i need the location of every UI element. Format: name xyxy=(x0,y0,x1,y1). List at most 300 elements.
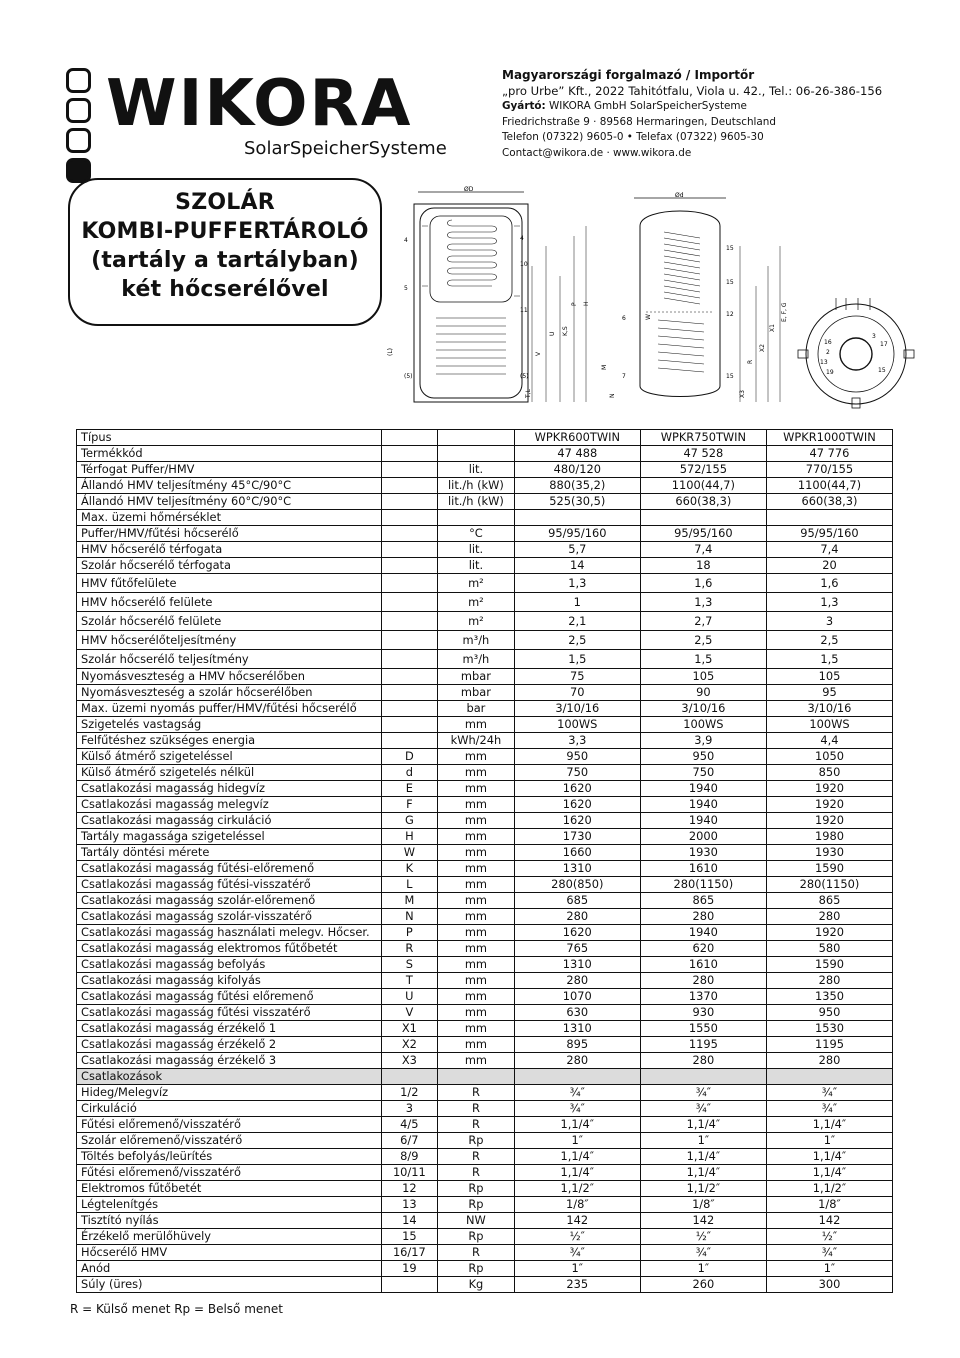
row-code xyxy=(381,1277,437,1293)
row-unit: mm xyxy=(438,973,515,989)
row-unit: lit./h (kW) xyxy=(438,494,515,510)
value-1000: 1920 xyxy=(766,797,892,813)
row-code: M xyxy=(381,893,437,909)
table-row xyxy=(77,1133,893,1149)
value-600: 1660 xyxy=(514,845,640,861)
value-600 xyxy=(514,510,640,526)
row-code: E xyxy=(381,781,437,797)
dim-r-label: R xyxy=(747,359,754,364)
table-row xyxy=(77,877,893,893)
row-code: d xyxy=(381,765,437,781)
table-row xyxy=(77,1117,893,1133)
tank-section-drawing xyxy=(386,186,596,412)
row-code xyxy=(381,542,437,558)
table-row xyxy=(77,446,893,462)
row-code: 13 xyxy=(381,1197,437,1213)
value-1000: 20 xyxy=(766,558,892,574)
value-750: 1930 xyxy=(640,845,766,861)
value-600: 3/10/16 xyxy=(514,701,640,717)
table-row xyxy=(77,1005,893,1021)
value-600: ¾″ xyxy=(514,1245,640,1261)
row-unit: Kg xyxy=(438,1277,515,1293)
title-line-2: KOMBI-PUFFERTÁROLÓ xyxy=(81,219,369,244)
value-750: 1195 xyxy=(640,1037,766,1053)
table-row xyxy=(77,765,893,781)
table-row xyxy=(77,574,893,593)
value-750: 1,1/4″ xyxy=(640,1149,766,1165)
value-1000: 1920 xyxy=(766,781,892,797)
row-label: Csatlakozási magasság hidegvíz xyxy=(77,781,382,797)
dim-ks-label: K,S xyxy=(562,326,569,336)
row-unit: mm xyxy=(438,1021,515,1037)
value-1000: 1195 xyxy=(766,1037,892,1053)
value-600: 100WS xyxy=(514,717,640,733)
row-label: Töltés befolyás/leürítés xyxy=(77,1149,382,1165)
manufacturer-phone: Telefon (07322) 9605-0 • Telefax (07322) 9605-30 xyxy=(502,131,764,143)
value-600: 880(35,2) xyxy=(514,478,640,494)
value-600: 1,1/4″ xyxy=(514,1149,640,1165)
value-750: 1940 xyxy=(640,925,766,941)
value-750: ½″ xyxy=(640,1229,766,1245)
row-code xyxy=(381,669,437,685)
row-code xyxy=(381,612,437,631)
table-row xyxy=(77,685,893,701)
table-row xyxy=(77,989,893,1005)
conn-4-left-label: 4 xyxy=(404,237,408,244)
row-code xyxy=(381,733,437,749)
row-unit: lit. xyxy=(438,462,515,478)
value-600: 1,3 xyxy=(514,574,640,593)
table-row xyxy=(77,494,893,510)
dim-outer-diameter-label: ØD xyxy=(464,186,474,193)
manufacturer-line xyxy=(502,99,922,115)
table-row xyxy=(77,749,893,765)
row-label: HMV fűtőfelülete xyxy=(77,574,382,593)
row-label: Csatlakozási magasság cirkuláció xyxy=(77,813,382,829)
value-600: 525(30,5) xyxy=(514,494,640,510)
row-unit: R xyxy=(438,1085,515,1101)
value-600: 1620 xyxy=(514,781,640,797)
value-1000: 1″ xyxy=(766,1133,892,1149)
value-1000: 1100(44,7) xyxy=(766,478,892,494)
row-unit: mm xyxy=(438,861,515,877)
dim-efg-label: E, F, G xyxy=(781,302,788,322)
value-600: 750 xyxy=(514,765,640,781)
table-row xyxy=(77,893,893,909)
table-row xyxy=(77,558,893,574)
table-row xyxy=(77,1037,893,1053)
value-1000: 1,1/4″ xyxy=(766,1117,892,1133)
row-code xyxy=(381,510,437,526)
top-2-label: 2 xyxy=(826,349,830,356)
value-1000: 1050 xyxy=(766,749,892,765)
value-750: 1″ xyxy=(640,1133,766,1149)
table-row xyxy=(77,542,893,558)
row-code: D xyxy=(381,749,437,765)
conn-15a-label: 15 xyxy=(726,245,734,252)
value-1000: 100WS xyxy=(766,717,892,733)
value-750: 18 xyxy=(640,558,766,574)
header-type: Típus xyxy=(77,430,382,446)
row-unit: bar xyxy=(438,701,515,717)
value-600: 1,1/2″ xyxy=(514,1181,640,1197)
conn-5-bracket-right-label: (5) xyxy=(520,373,529,380)
table-row xyxy=(77,909,893,925)
row-label: Tisztító nyílás xyxy=(77,1213,382,1229)
row-unit: mbar xyxy=(438,669,515,685)
value-600: 1310 xyxy=(514,1021,640,1037)
table-row xyxy=(77,1101,893,1117)
row-label: Csatlakozási magasság fűtési előremenő xyxy=(77,989,382,1005)
value-600: 950 xyxy=(514,749,640,765)
value-1000: 1,1/4″ xyxy=(766,1165,892,1181)
row-code: T xyxy=(381,973,437,989)
conn-10-label: 10 xyxy=(520,261,528,268)
value-750: 280 xyxy=(640,909,766,925)
row-unit: R xyxy=(438,1245,515,1261)
row-label: Termékkód xyxy=(77,446,382,462)
table-row xyxy=(77,1277,893,1293)
row-unit: R xyxy=(438,1101,515,1117)
row-unit: mm xyxy=(438,829,515,845)
value-600: 2,5 xyxy=(514,631,640,650)
row-code xyxy=(381,574,437,593)
value-750: 950 xyxy=(640,749,766,765)
dim-w-label: W xyxy=(645,314,652,320)
row-unit: mm xyxy=(438,1005,515,1021)
row-label: Fűtési előremenő/visszatérő xyxy=(77,1117,382,1133)
value-1000: 1,5 xyxy=(766,650,892,669)
top-17-label: 17 xyxy=(880,341,888,348)
table-row xyxy=(77,510,893,526)
row-label: Csatlakozási magasság szolár-visszatérő xyxy=(77,909,382,925)
row-code: R xyxy=(381,941,437,957)
value-750: 1,5 xyxy=(640,650,766,669)
table-row xyxy=(77,1069,893,1085)
value-1000: 142 xyxy=(766,1213,892,1229)
value-750: 1940 xyxy=(640,813,766,829)
logo-wordmark: WIKORA xyxy=(106,67,413,141)
row-code xyxy=(381,650,437,669)
row-code: H xyxy=(381,829,437,845)
header-unit xyxy=(438,430,515,446)
row-label: Nyomásveszteség a HMV hőcserélőben xyxy=(77,669,382,685)
row-code: 3 xyxy=(381,1101,437,1117)
conn-6-label: 6 xyxy=(622,315,626,322)
value-750: 660(38,3) xyxy=(640,494,766,510)
conn-5-left-label: 5 xyxy=(404,285,408,292)
value-750: 3/10/16 xyxy=(640,701,766,717)
header-code xyxy=(381,430,437,446)
title-line-1: SZOLÁR xyxy=(175,190,275,215)
value-1000: 1350 xyxy=(766,989,892,1005)
value-600: 630 xyxy=(514,1005,640,1021)
dim-n-label: N xyxy=(609,393,616,398)
value-1000: 95/95/160 xyxy=(766,526,892,542)
row-label: Szolár hőcserélő teljesítmény xyxy=(77,650,382,669)
table-row xyxy=(77,1149,893,1165)
value-1000: ¾″ xyxy=(766,1101,892,1117)
top-19-label: 19 xyxy=(826,369,834,376)
value-600: 3,3 xyxy=(514,733,640,749)
row-label: Szolár hőcserélő felülete xyxy=(77,612,382,631)
row-label: Hőcserélő HMV xyxy=(77,1245,382,1261)
row-label: Puffer/HMV/fűtési hőcserélő xyxy=(77,526,382,542)
value-600: 75 xyxy=(514,669,640,685)
value-750: 865 xyxy=(640,893,766,909)
value-600: 1310 xyxy=(514,861,640,877)
row-code: K xyxy=(381,861,437,877)
table-row xyxy=(77,462,893,478)
table-row xyxy=(77,669,893,685)
table-row xyxy=(77,701,893,717)
top-13-label: 13 xyxy=(820,359,828,366)
row-code: V xyxy=(381,1005,437,1021)
table-row xyxy=(77,957,893,973)
value-1000: 770/155 xyxy=(766,462,892,478)
value-750: 100WS xyxy=(640,717,766,733)
value-600: 280 xyxy=(514,973,640,989)
row-unit: mm xyxy=(438,765,515,781)
row-unit: NW xyxy=(438,1213,515,1229)
value-600: 14 xyxy=(514,558,640,574)
row-unit: m³/h xyxy=(438,650,515,669)
row-code: X3 xyxy=(381,1053,437,1069)
dim-inner-diameter-label: Ød xyxy=(675,192,684,199)
value-1000: 2,5 xyxy=(766,631,892,650)
row-label: Szolár hőcserélő térfogata xyxy=(77,558,382,574)
value-1000: 1590 xyxy=(766,861,892,877)
row-label: Csatlakozási magasság használati melegv. Hőcser. xyxy=(77,925,382,941)
row-unit: lit. xyxy=(438,558,515,574)
value-750: 620 xyxy=(640,941,766,957)
value-750: 1100(44,7) xyxy=(640,478,766,494)
row-label: Tartály döntési mérete xyxy=(77,845,382,861)
value-750: 1940 xyxy=(640,797,766,813)
row-label: Csatlakozási magasság befolyás xyxy=(77,957,382,973)
value-1000: 95 xyxy=(766,685,892,701)
value-600: 1 xyxy=(514,593,640,612)
row-code: 15 xyxy=(381,1229,437,1245)
row-label: Csatlakozási magasság érzékelő 2 xyxy=(77,1037,382,1053)
row-code: 14 xyxy=(381,1213,437,1229)
value-750: 7,4 xyxy=(640,542,766,558)
value-1000: ¾″ xyxy=(766,1245,892,1261)
value-600: 1620 xyxy=(514,925,640,941)
value-1000: 3 xyxy=(766,612,892,631)
value-1000: 1,6 xyxy=(766,574,892,593)
value-1000: 1920 xyxy=(766,813,892,829)
row-code xyxy=(381,593,437,612)
row-code: 10/11 xyxy=(381,1165,437,1181)
row-label: HMV hőcserélőteljesítmény xyxy=(77,631,382,650)
dim-tl-label: T,L xyxy=(525,389,532,398)
conn-15b-label: 15 xyxy=(726,279,734,286)
table-row xyxy=(77,650,893,669)
row-code xyxy=(381,631,437,650)
conn-11-label: 11 xyxy=(520,307,528,314)
value-600: 2,1 xyxy=(514,612,640,631)
row-unit: mm xyxy=(438,925,515,941)
row-code: 1/2 xyxy=(381,1085,437,1101)
specifications-table xyxy=(76,429,893,1293)
value-750: 1370 xyxy=(640,989,766,1005)
value-1000: 1,1/2″ xyxy=(766,1181,892,1197)
row-code: F xyxy=(381,797,437,813)
row-unit: mm xyxy=(438,941,515,957)
row-unit: m³/h xyxy=(438,631,515,650)
table-row xyxy=(77,813,893,829)
value-750: 2,7 xyxy=(640,612,766,631)
row-code xyxy=(381,478,437,494)
row-unit: kWh/24h xyxy=(438,733,515,749)
value-750: 260 xyxy=(640,1277,766,1293)
value-750: 1/8″ xyxy=(640,1197,766,1213)
row-label: Csatlakozási magasság fűtési-visszatérő xyxy=(77,877,382,893)
row-code: 12 xyxy=(381,1181,437,1197)
row-unit: mm xyxy=(438,797,515,813)
value-600: 280 xyxy=(514,909,640,925)
row-label: Érzékelő merülőhüvely xyxy=(77,1229,382,1245)
top-16-label: 16 xyxy=(824,339,832,346)
value-750: 90 xyxy=(640,685,766,701)
value-750 xyxy=(640,510,766,526)
value-750: 1610 xyxy=(640,957,766,973)
value-1000 xyxy=(766,1069,892,1085)
row-label: Max. üzemi hőmérséklet xyxy=(77,510,382,526)
row-unit: Rp xyxy=(438,1181,515,1197)
manufacturer-name: WIKORA GmbH SolarSpeicherSysteme xyxy=(549,100,747,112)
row-label: Csatlakozási magasság szolár-előremenő xyxy=(77,893,382,909)
row-code xyxy=(381,494,437,510)
row-code: N xyxy=(381,909,437,925)
row-label: Súly (üres) xyxy=(77,1277,382,1293)
row-label: Külső átmérő szigeteléssel xyxy=(77,749,382,765)
dim-m-label: M xyxy=(601,364,608,370)
distributor-info xyxy=(502,68,922,161)
value-750 xyxy=(640,1069,766,1085)
title-line-4: két hőcserélővel xyxy=(121,277,329,302)
row-code xyxy=(381,446,437,462)
value-600: 1″ xyxy=(514,1133,640,1149)
value-750: ¾″ xyxy=(640,1101,766,1117)
value-600: 235 xyxy=(514,1277,640,1293)
row-unit: m² xyxy=(438,612,515,631)
value-1000: 280 xyxy=(766,1053,892,1069)
distributor-address-line: „pro Urbe” Kft., 2022 Tahitótfalu, Viola u. 42., Tel.: 06-26-386-156 xyxy=(502,83,883,98)
row-unit: mm xyxy=(438,877,515,893)
value-1000: 850 xyxy=(766,765,892,781)
value-600: 1070 xyxy=(514,989,640,1005)
value-750: 930 xyxy=(640,1005,766,1021)
value-1000: 1980 xyxy=(766,829,892,845)
row-label: Csatlakozási magasság elektromos fűtőbetét xyxy=(77,941,382,957)
top-3-label: 3 xyxy=(872,333,876,340)
dim-l-label: (L) xyxy=(387,347,394,356)
dim-v-label: V xyxy=(535,351,542,356)
row-code: S xyxy=(381,957,437,973)
product-title-box xyxy=(68,178,382,326)
table-row xyxy=(77,1197,893,1213)
table-header-row xyxy=(77,430,893,446)
row-code: 16/17 xyxy=(381,1245,437,1261)
table-row xyxy=(77,1165,893,1181)
row-unit: mm xyxy=(438,749,515,765)
table-row xyxy=(77,526,893,542)
row-label: Nyomásveszteség a szolár hőcserélőben xyxy=(77,685,382,701)
table-row xyxy=(77,973,893,989)
dim-h-label: H xyxy=(583,301,590,306)
row-code xyxy=(381,717,437,733)
value-1000: 1930 xyxy=(766,845,892,861)
value-600: 1/8″ xyxy=(514,1197,640,1213)
dim-x2-label: X2 xyxy=(759,344,766,352)
value-600: 1310 xyxy=(514,957,640,973)
row-code: L xyxy=(381,877,437,893)
value-750: 2,5 xyxy=(640,631,766,650)
manufacturer-label: Gyártó: xyxy=(502,100,546,112)
value-1000: 1/8″ xyxy=(766,1197,892,1213)
value-1000: 105 xyxy=(766,669,892,685)
header-model-750: WPKR750TWIN xyxy=(640,430,766,446)
value-1000: 1,1/4″ xyxy=(766,1149,892,1165)
row-unit: Rp xyxy=(438,1197,515,1213)
value-1000: 1920 xyxy=(766,925,892,941)
conn-7-label: 7 xyxy=(622,373,626,380)
row-unit: mm xyxy=(438,781,515,797)
value-750: 2000 xyxy=(640,829,766,845)
row-code xyxy=(381,701,437,717)
value-600: 280 xyxy=(514,1053,640,1069)
value-600 xyxy=(514,1069,640,1085)
value-750: ¾″ xyxy=(640,1245,766,1261)
value-1000: 300 xyxy=(766,1277,892,1293)
row-unit: R xyxy=(438,1165,515,1181)
value-1000: 4,4 xyxy=(766,733,892,749)
thread-footnote: R = Külső menet Rp = Belső menet xyxy=(70,1302,283,1316)
row-unit: mm xyxy=(438,893,515,909)
value-750: 750 xyxy=(640,765,766,781)
row-code: U xyxy=(381,989,437,1005)
value-1000: 950 xyxy=(766,1005,892,1021)
value-750: ¾″ xyxy=(640,1085,766,1101)
value-600: 95/95/160 xyxy=(514,526,640,542)
row-unit: mm xyxy=(438,813,515,829)
distributor-title: Magyarországi forgalmazó / Importőr xyxy=(502,68,755,82)
row-code: P xyxy=(381,925,437,941)
table-row xyxy=(77,1229,893,1245)
table-row xyxy=(77,781,893,797)
value-1000: 280 xyxy=(766,909,892,925)
table-row xyxy=(77,717,893,733)
row-label: Térfogat Puffer/HMV xyxy=(77,462,382,478)
header-model-1000: WPKR1000TWIN xyxy=(766,430,892,446)
row-label: Szolár előremenő/visszatérő xyxy=(77,1133,382,1149)
row-code xyxy=(381,462,437,478)
value-600: 685 xyxy=(514,893,640,909)
value-1000: 580 xyxy=(766,941,892,957)
row-label: Csatlakozási magasság kifolyás xyxy=(77,973,382,989)
tank-elevation-drawing xyxy=(600,186,790,412)
row-unit: Rp xyxy=(438,1229,515,1245)
table-row xyxy=(77,1213,893,1229)
value-1000: ¾″ xyxy=(766,1085,892,1101)
title-line-3: (tartály a tartályban) xyxy=(91,248,359,273)
row-label: Állandó HMV teljesítmény 60°C/90°C xyxy=(77,494,382,510)
dim-p-label: P xyxy=(571,302,578,306)
table-row xyxy=(77,478,893,494)
row-unit: mm xyxy=(438,909,515,925)
